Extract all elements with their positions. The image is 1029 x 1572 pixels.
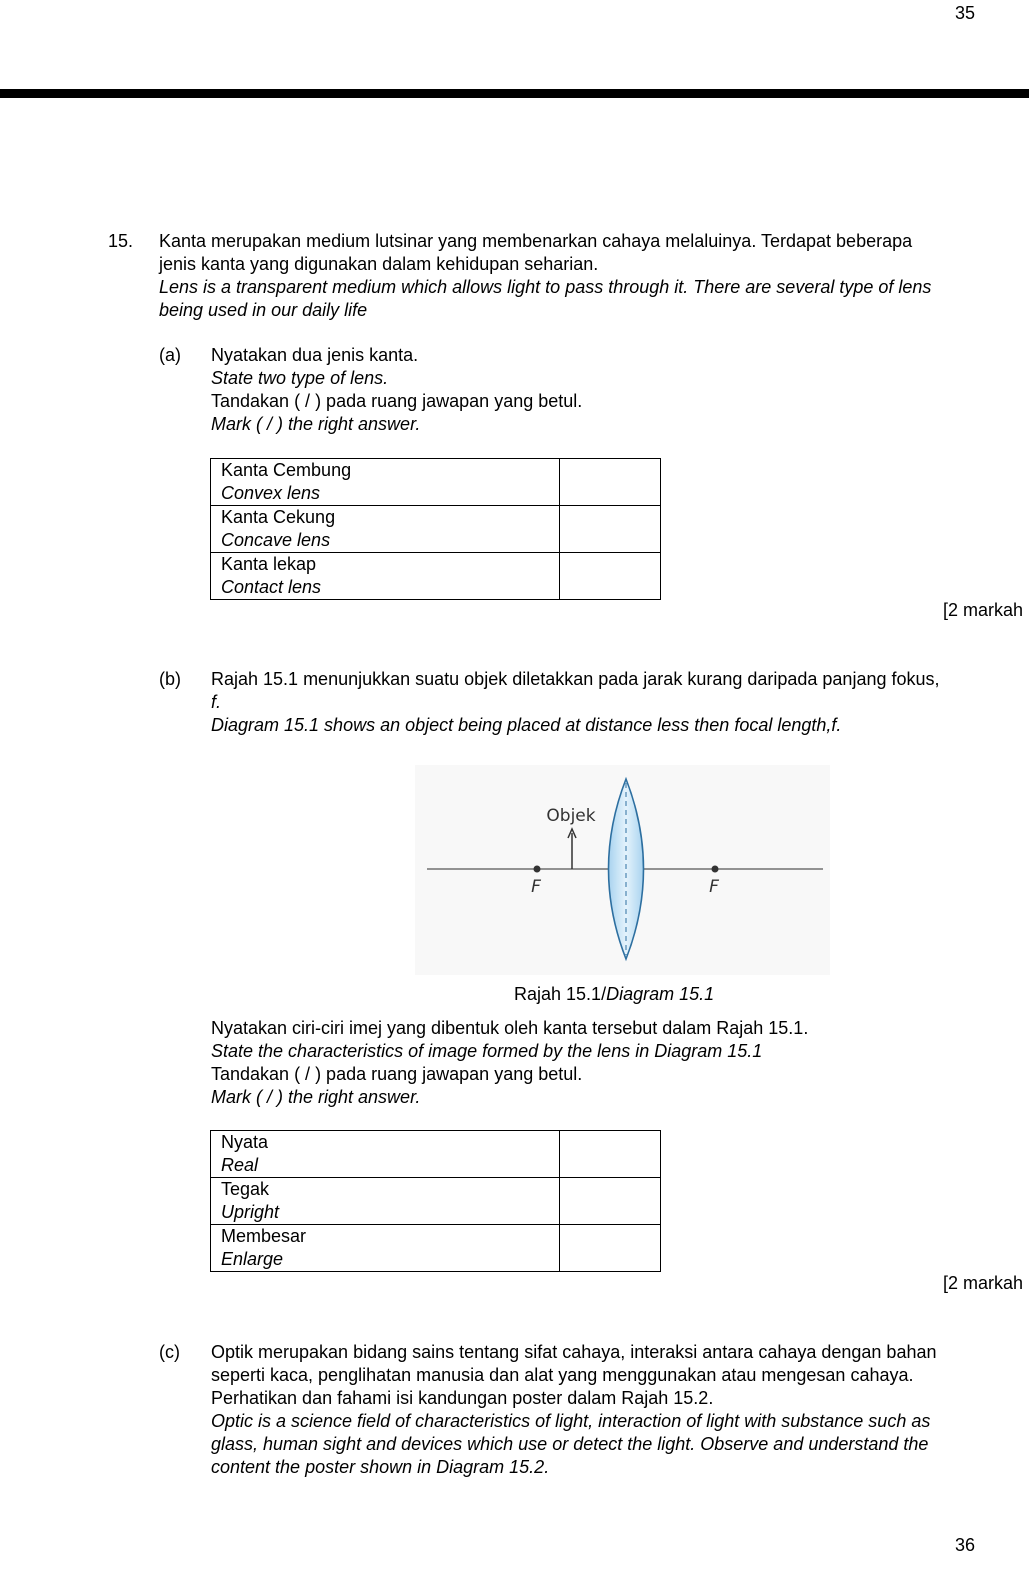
option-en: Enlarge (221, 1249, 284, 1269)
lens-diagram (415, 765, 830, 975)
answer-box-contact[interactable] (560, 553, 661, 600)
table-row (211, 1225, 661, 1272)
focal-label-right: F (709, 877, 719, 897)
option-ms: Kanta Cekung (221, 507, 336, 527)
table-row (211, 1131, 661, 1178)
page-number-top: 35 (955, 3, 976, 23)
focal-point-left (534, 866, 541, 873)
part-a-answer-table (210, 458, 661, 600)
part-b-instruction-en: Mark ( / ) the right answer. (211, 1087, 421, 1107)
answer-box-convex[interactable] (560, 459, 661, 506)
object-label: Objek (546, 806, 596, 826)
part-a-prompt-ms: Nyatakan dua jenis kanta. (211, 345, 419, 365)
part-c-ms-line-1: Optik merupakan bidang sains tentang sifat cahaya, interaksi antara cahaya dengan bahan (211, 1342, 937, 1362)
diagram-caption (514, 983, 714, 1006)
intro-en-line-1: Lens is a transparent medium which allows light to pass through it. There are several type of lens (159, 277, 932, 297)
option-ms: Kanta Cembung (221, 460, 352, 480)
part-c-ms-line-2: seperti kaca, penglihatan manusia dan alat yang menggunakan atau mengesan cahaya. (211, 1365, 914, 1385)
table-row (211, 553, 661, 600)
part-b-instruction-ms: Tandakan ( / ) pada ruang jawapan yang betul. (211, 1064, 583, 1084)
header-rule (0, 89, 1029, 98)
option-en: Convex lens (221, 483, 321, 503)
option-en: Contact lens (221, 577, 322, 597)
intro-ms-line-1: Kanta merupakan medium lutsinar yang membenarkan cahaya melaluinya. Terdapat beberapa (159, 231, 913, 251)
option-en: Concave lens (221, 530, 331, 550)
answer-box-enlarge[interactable] (560, 1225, 661, 1272)
part-b-question-en: State the characteristics of image formed by the lens in Diagram 15.1 (211, 1041, 763, 1061)
part-c-ms-line-3: Perhatikan dan fahami isi kandungan poster dalam Rajah 15.2. (211, 1388, 714, 1408)
answer-box-upright[interactable] (560, 1178, 661, 1225)
part-a-instruction-en: Mark ( / ) the right answer. (211, 414, 421, 434)
question-number: 15. (108, 231, 134, 251)
focal-label-left: F (531, 877, 541, 897)
option-ms: Nyata (221, 1132, 269, 1152)
answer-box-real[interactable] (560, 1131, 661, 1178)
page-number-bottom: 36 (955, 1535, 976, 1555)
part-b-label: (b) (159, 669, 181, 689)
table-row (211, 506, 661, 553)
part-b-prompt-ms-line-2: f. (211, 692, 222, 712)
option-ms: Tegak (221, 1179, 270, 1199)
part-c-en-line-3: content the poster shown in Diagram 15.2. (211, 1457, 550, 1477)
option-en: Upright (221, 1202, 280, 1222)
focal-point-right (712, 866, 719, 873)
option-ms: Membesar (221, 1226, 307, 1246)
table-row (211, 459, 661, 506)
diagram-caption-en: Diagram 15.1 (606, 984, 715, 1004)
intro-en-line-2: being used in our daily life (159, 300, 368, 320)
part-b-marks: [2 markah (943, 1273, 1024, 1293)
part-a-marks: [2 markah (943, 600, 1024, 620)
part-c-en-line-1: Optic is a science field of characteristics of light, interaction of light with substance such as (211, 1411, 931, 1431)
option-en: Real (221, 1155, 259, 1175)
part-a-instruction-ms: Tandakan ( / ) pada ruang jawapan yang betul. (211, 391, 583, 411)
part-a-prompt-en: State two type of lens. (211, 368, 389, 388)
part-b-prompt-ms-line-1: Rajah 15.1 menunjukkan suatu objek diletakkan pada jarak kurang daripada panjang fokus, (211, 669, 940, 689)
part-b-answer-table (210, 1130, 661, 1272)
part-b-prompt-en: Diagram 15.1 shows an object being placed at distance less then focal length,f. (211, 715, 842, 735)
diagram-caption-ms: Rajah 15.1/ (514, 984, 607, 1004)
answer-box-concave[interactable] (560, 506, 661, 553)
part-b-question-ms: Nyatakan ciri-ciri imej yang dibentuk oleh kanta tersebut dalam Rajah 15.1. (211, 1018, 809, 1038)
part-a-label: (a) (159, 345, 181, 365)
table-row (211, 1178, 661, 1225)
intro-ms-line-2: jenis kanta yang digunakan dalam kehidupan seharian. (159, 254, 599, 274)
part-c-label: (c) (159, 1342, 180, 1362)
option-ms: Kanta lekap (221, 554, 317, 574)
part-c-en-line-2: glass, human sight and devices which use or detect the light. Observe and understand the (211, 1434, 929, 1454)
